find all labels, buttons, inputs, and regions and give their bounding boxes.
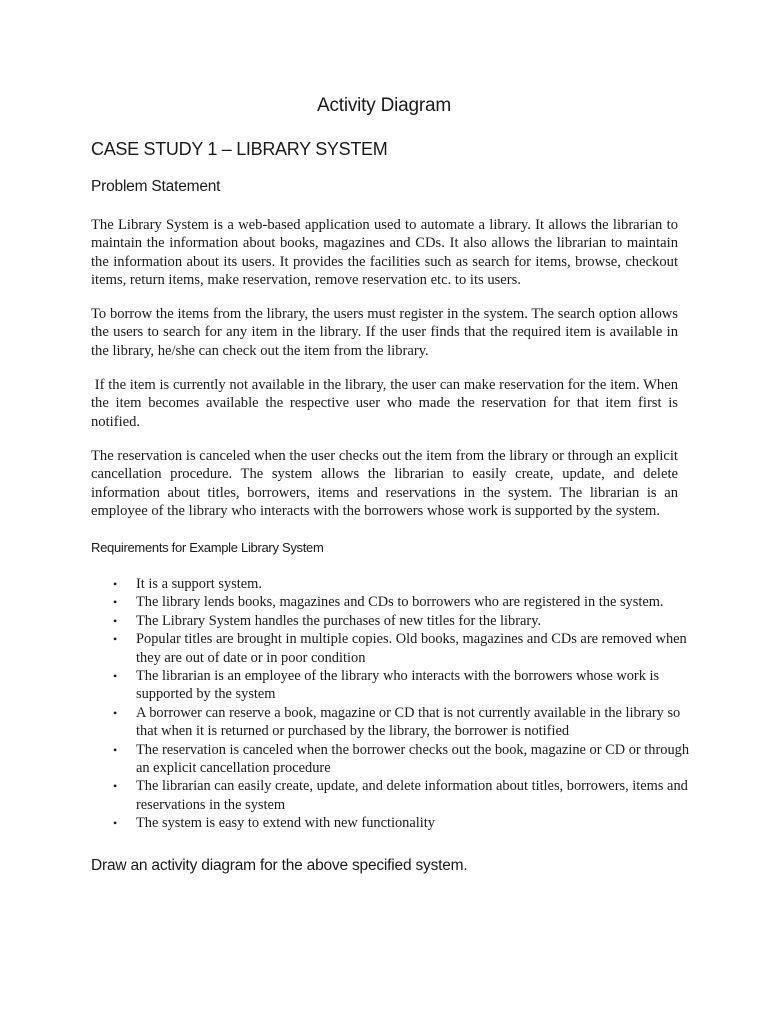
list-item bbox=[91, 612, 691, 630]
bullet-icon: • bbox=[113, 705, 118, 720]
list-item-text: The library lends books, magazines and CDs to borrowers who are registered in the system. bbox=[136, 594, 664, 611]
task-instruction: Draw an activity diagram for the above specified system. bbox=[91, 857, 468, 874]
bullet-icon: • bbox=[113, 779, 118, 794]
list-item bbox=[91, 704, 691, 741]
document-title: Activity Diagram bbox=[316, 95, 452, 116]
bullet-icon: • bbox=[113, 632, 118, 647]
requirements-heading: Requirements for Example Library System bbox=[91, 540, 324, 555]
bullet-icon: • bbox=[113, 669, 118, 684]
problem-statement-heading: Problem Statement bbox=[91, 178, 221, 195]
list-item bbox=[91, 593, 691, 611]
list-item-text: The Library System handles the purchases of new titles for the library. bbox=[136, 612, 542, 629]
list-item-text: The librarian is an employee of the library who interacts with the borrowers whose work is supported by the system bbox=[136, 668, 660, 703]
list-item bbox=[91, 777, 691, 814]
requirements-list bbox=[91, 575, 691, 833]
list-item bbox=[91, 741, 691, 778]
case-study-title: CASE STUDY 1 – LIBRARY SYSTEM bbox=[91, 139, 388, 159]
list-item bbox=[91, 667, 691, 704]
bullet-icon: • bbox=[113, 613, 118, 628]
list-item-text: It is a support system. bbox=[136, 576, 262, 592]
list-item-text: A borrower can reserve a book, magazine or CD that is not currently available in the library so that when it is returned or purchased by the library, the borrower is notified bbox=[136, 704, 681, 740]
list-item bbox=[91, 630, 691, 667]
bullet-icon: • bbox=[113, 577, 118, 591]
problem-paragraph: If the item is currently not available in the library, the user can make reservation for the item. When the item becomes available the respective user who made the reservation for that item first is notified. bbox=[91, 377, 682, 430]
problem-paragraph: The Library System is a web-based application used to automate a library. It allows the librarian to maintain the information about books, magazines and CDs. It also allows the librarian to maintain the information about its users. It provides the facilities such as search for items, browse, checkout items, return items, make reservation, remove reservation etc. to its users. bbox=[91, 217, 678, 289]
bullet-icon: • bbox=[113, 816, 118, 831]
problem-paragraph: The reservation is canceled when the user checks out the item from the library or through an explicit cancellation procedure. The system allows the librarian to easily create, update, and delete information about titles, borrowers, items and reservations in the system. The librarian is an employee of the library who interacts with the borrowers whose work is supported by the system. bbox=[91, 448, 678, 520]
bullet-icon: • bbox=[113, 742, 118, 757]
list-item-text: The reservation is canceled when the borrower checks out the book, magazine or CD or through an explicit cancellation procedure bbox=[136, 741, 690, 777]
problem-paragraph: To borrow the items from the library, the users must register in the system. The search option allows the users to search for any item in the library. If the user finds that the required item is available in the library, he/she can check out the item from the library. bbox=[91, 306, 678, 359]
list-item bbox=[91, 814, 691, 832]
list-item-text: Popular titles are brought in multiple copies. Old books, magazines and CDs are removed when they are out of date or in poor condition bbox=[136, 631, 687, 666]
list-item-text: The system is easy to extend with new functionality bbox=[136, 815, 435, 832]
list-item-text: The librarian can easily create, update, and delete information about titles, borrowers, items and reservations in the system bbox=[136, 778, 688, 813]
bullet-icon: • bbox=[113, 595, 118, 610]
list-item bbox=[91, 575, 691, 593]
